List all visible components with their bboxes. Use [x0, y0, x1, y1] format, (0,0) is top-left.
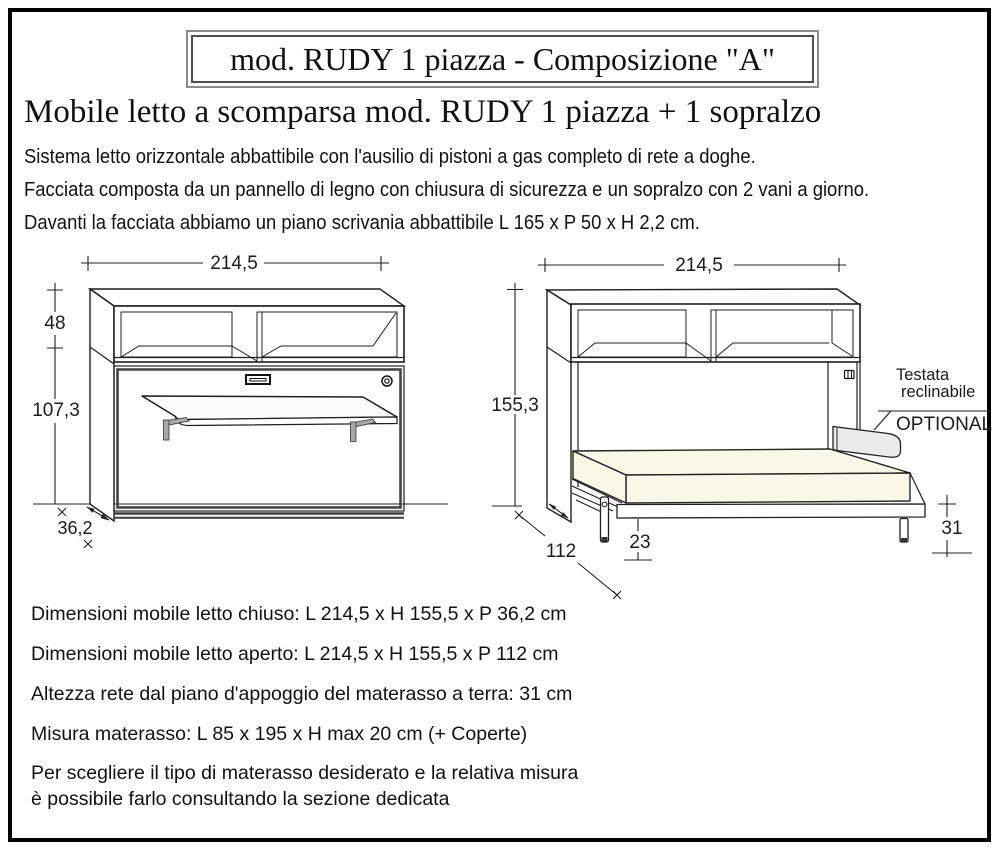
dim-label-height-open: 155,3: [491, 395, 539, 416]
dim-heights-closed: [32, 283, 80, 504]
lock-icon: [845, 371, 855, 379]
bed-front-panel: [114, 366, 404, 511]
desk-bracket-left-post: [164, 420, 170, 440]
dim-width-closed: [81, 253, 389, 274]
platform-end-edge: [910, 473, 925, 504]
desk-top: [142, 396, 397, 420]
handle-slot: [250, 379, 266, 382]
cabinet-top-face: [547, 289, 860, 305]
description-line: Sistema letto orizzontale abbattibile con l'ausilio di pistoni a gas completo di rete a doghe.: [24, 145, 756, 168]
dim-label-clearance: 23: [629, 532, 651, 553]
lock-icon-center: [385, 379, 389, 383]
mattress-front: [626, 473, 910, 503]
spec-line-mattress-size: Misura materasso: L 85 x 195 x H max 20 cm (+ Coperte): [31, 723, 528, 745]
bed-leg-left-foot: [602, 537, 608, 542]
drawing-open-bed: [491, 255, 992, 599]
dim-bed-height: [932, 495, 972, 557]
leg-pivot: [602, 502, 607, 507]
bed-front-panel-frame: [118, 370, 401, 508]
spec-line-closed-dimensions: Dimensioni mobile letto chiuso: L 214,5 x H 155,5 x P 36,2 cm: [31, 603, 567, 625]
cabinet-left-side: [90, 289, 114, 521]
dim-label-panel-height: 107,3: [32, 400, 80, 421]
page-title: Mobile letto a scomparsa mod. RUDY 1 piazza + 1 sopralzo: [24, 94, 822, 130]
title-box-text: mod. RUDY 1 piazza - Composizione "A": [191, 35, 814, 83]
hutch-front: [114, 306, 404, 362]
dim-label-bed-height: 31: [941, 518, 963, 539]
headboard-annotation: [874, 366, 992, 435]
dim-clearance: [624, 519, 652, 560]
dim-label-hutch-height: 48: [44, 313, 66, 334]
dim-label-depth-closed: 36,2: [57, 518, 93, 538]
spec-line-base-height: Altezza rete dal piano d'appoggio del materasso a terra: 31 cm: [31, 683, 573, 705]
description-line: Davanti la facciata abbiamo un piano scrivania abbattibile L 165 x P 50 x H 2,2 cm.: [24, 211, 700, 234]
spec-line-open-dimensions: Dimensioni mobile letto aperto: L 214,5 x H 155,5 x P 112 cm: [31, 643, 559, 665]
spec-line-mattress-note-2: è possibile farlo consultando la sezione dedicata: [31, 788, 450, 810]
description-line: Facciata composta da un pannello di legno con chiusura di sicurezza e un sopralzo con 2 vani a giorno.: [24, 178, 870, 201]
bed-platform: [617, 504, 925, 518]
optional-label: OPTIONAL: [896, 414, 993, 435]
cabinet-top-face: [90, 289, 404, 306]
headboard-note-line1: Testata: [896, 366, 950, 384]
headboard-note-line2: reclinabile: [901, 383, 976, 401]
drawing-closed-bed: [32, 253, 448, 548]
dim-height-open: [491, 283, 539, 506]
spec-line-mattress-note-1: Per scegliere il tipo di materasso desiderato e la relativa misura: [31, 762, 579, 784]
dim-label-depth-open: 112: [545, 541, 577, 562]
dim-label-width-open: 214,5: [675, 255, 723, 276]
dim-width-open: [538, 255, 846, 276]
bed-leg-right-foot: [901, 538, 907, 542]
desk-bracket-right-post: [351, 422, 357, 442]
dim-label-width-closed: 214,5: [210, 253, 258, 274]
cabinet-left-side: [547, 290, 571, 522]
